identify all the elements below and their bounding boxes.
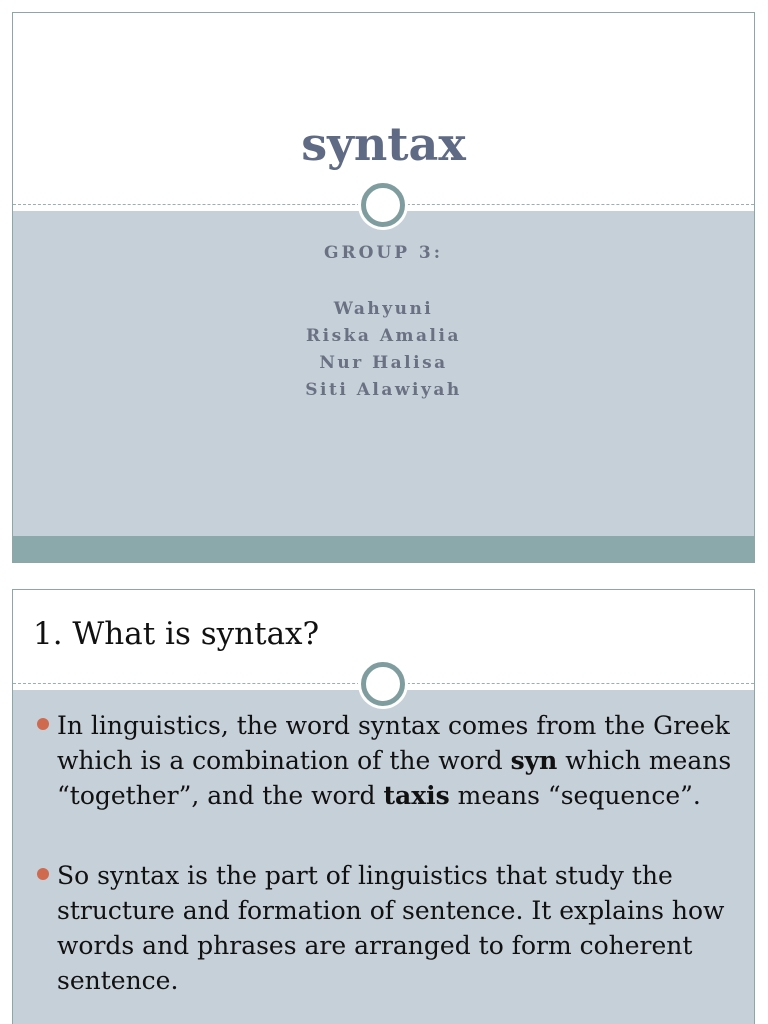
- member-name: Nur Halisa: [319, 353, 448, 373]
- content-slide: [12, 589, 755, 1024]
- member-name: Riska Amalia: [306, 326, 461, 346]
- bold-term: syn: [510, 746, 558, 775]
- slide-heading: 1. What is syntax?: [33, 616, 320, 652]
- bullet-text-segment: means “sequence”.: [449, 781, 701, 810]
- bullet-text: [57, 708, 743, 813]
- member-name: Siti Alawiyah: [305, 380, 462, 400]
- bullet-text-segment: which means “together”, and the word: [57, 746, 732, 810]
- bullet-item: [33, 858, 743, 998]
- member-list: [13, 296, 754, 404]
- group-label: GROUP 3:: [323, 243, 444, 263]
- circle-ornament-icon: [361, 183, 405, 227]
- bullet-item: [33, 708, 743, 813]
- bullet-text: So syntax is the part of linguistics that study the structure and formation of sentence. It explains how words and phrases are arranged to form coherent sentence.: [57, 861, 725, 995]
- bullet-text-segment: In linguistics, the word syntax comes from the Greek which is a combination of the word: [57, 711, 730, 775]
- title-band: [13, 13, 754, 205]
- bold-term: taxis: [383, 781, 450, 810]
- circle-ornament-icon: [361, 662, 405, 706]
- title-slide: [12, 12, 755, 563]
- accent-bar: [13, 536, 754, 562]
- slide-title: syntax: [301, 117, 466, 171]
- bullet-dot-icon: [37, 868, 49, 880]
- member-name: Wahyuni: [333, 299, 434, 319]
- bullet-dot-icon: [37, 718, 49, 730]
